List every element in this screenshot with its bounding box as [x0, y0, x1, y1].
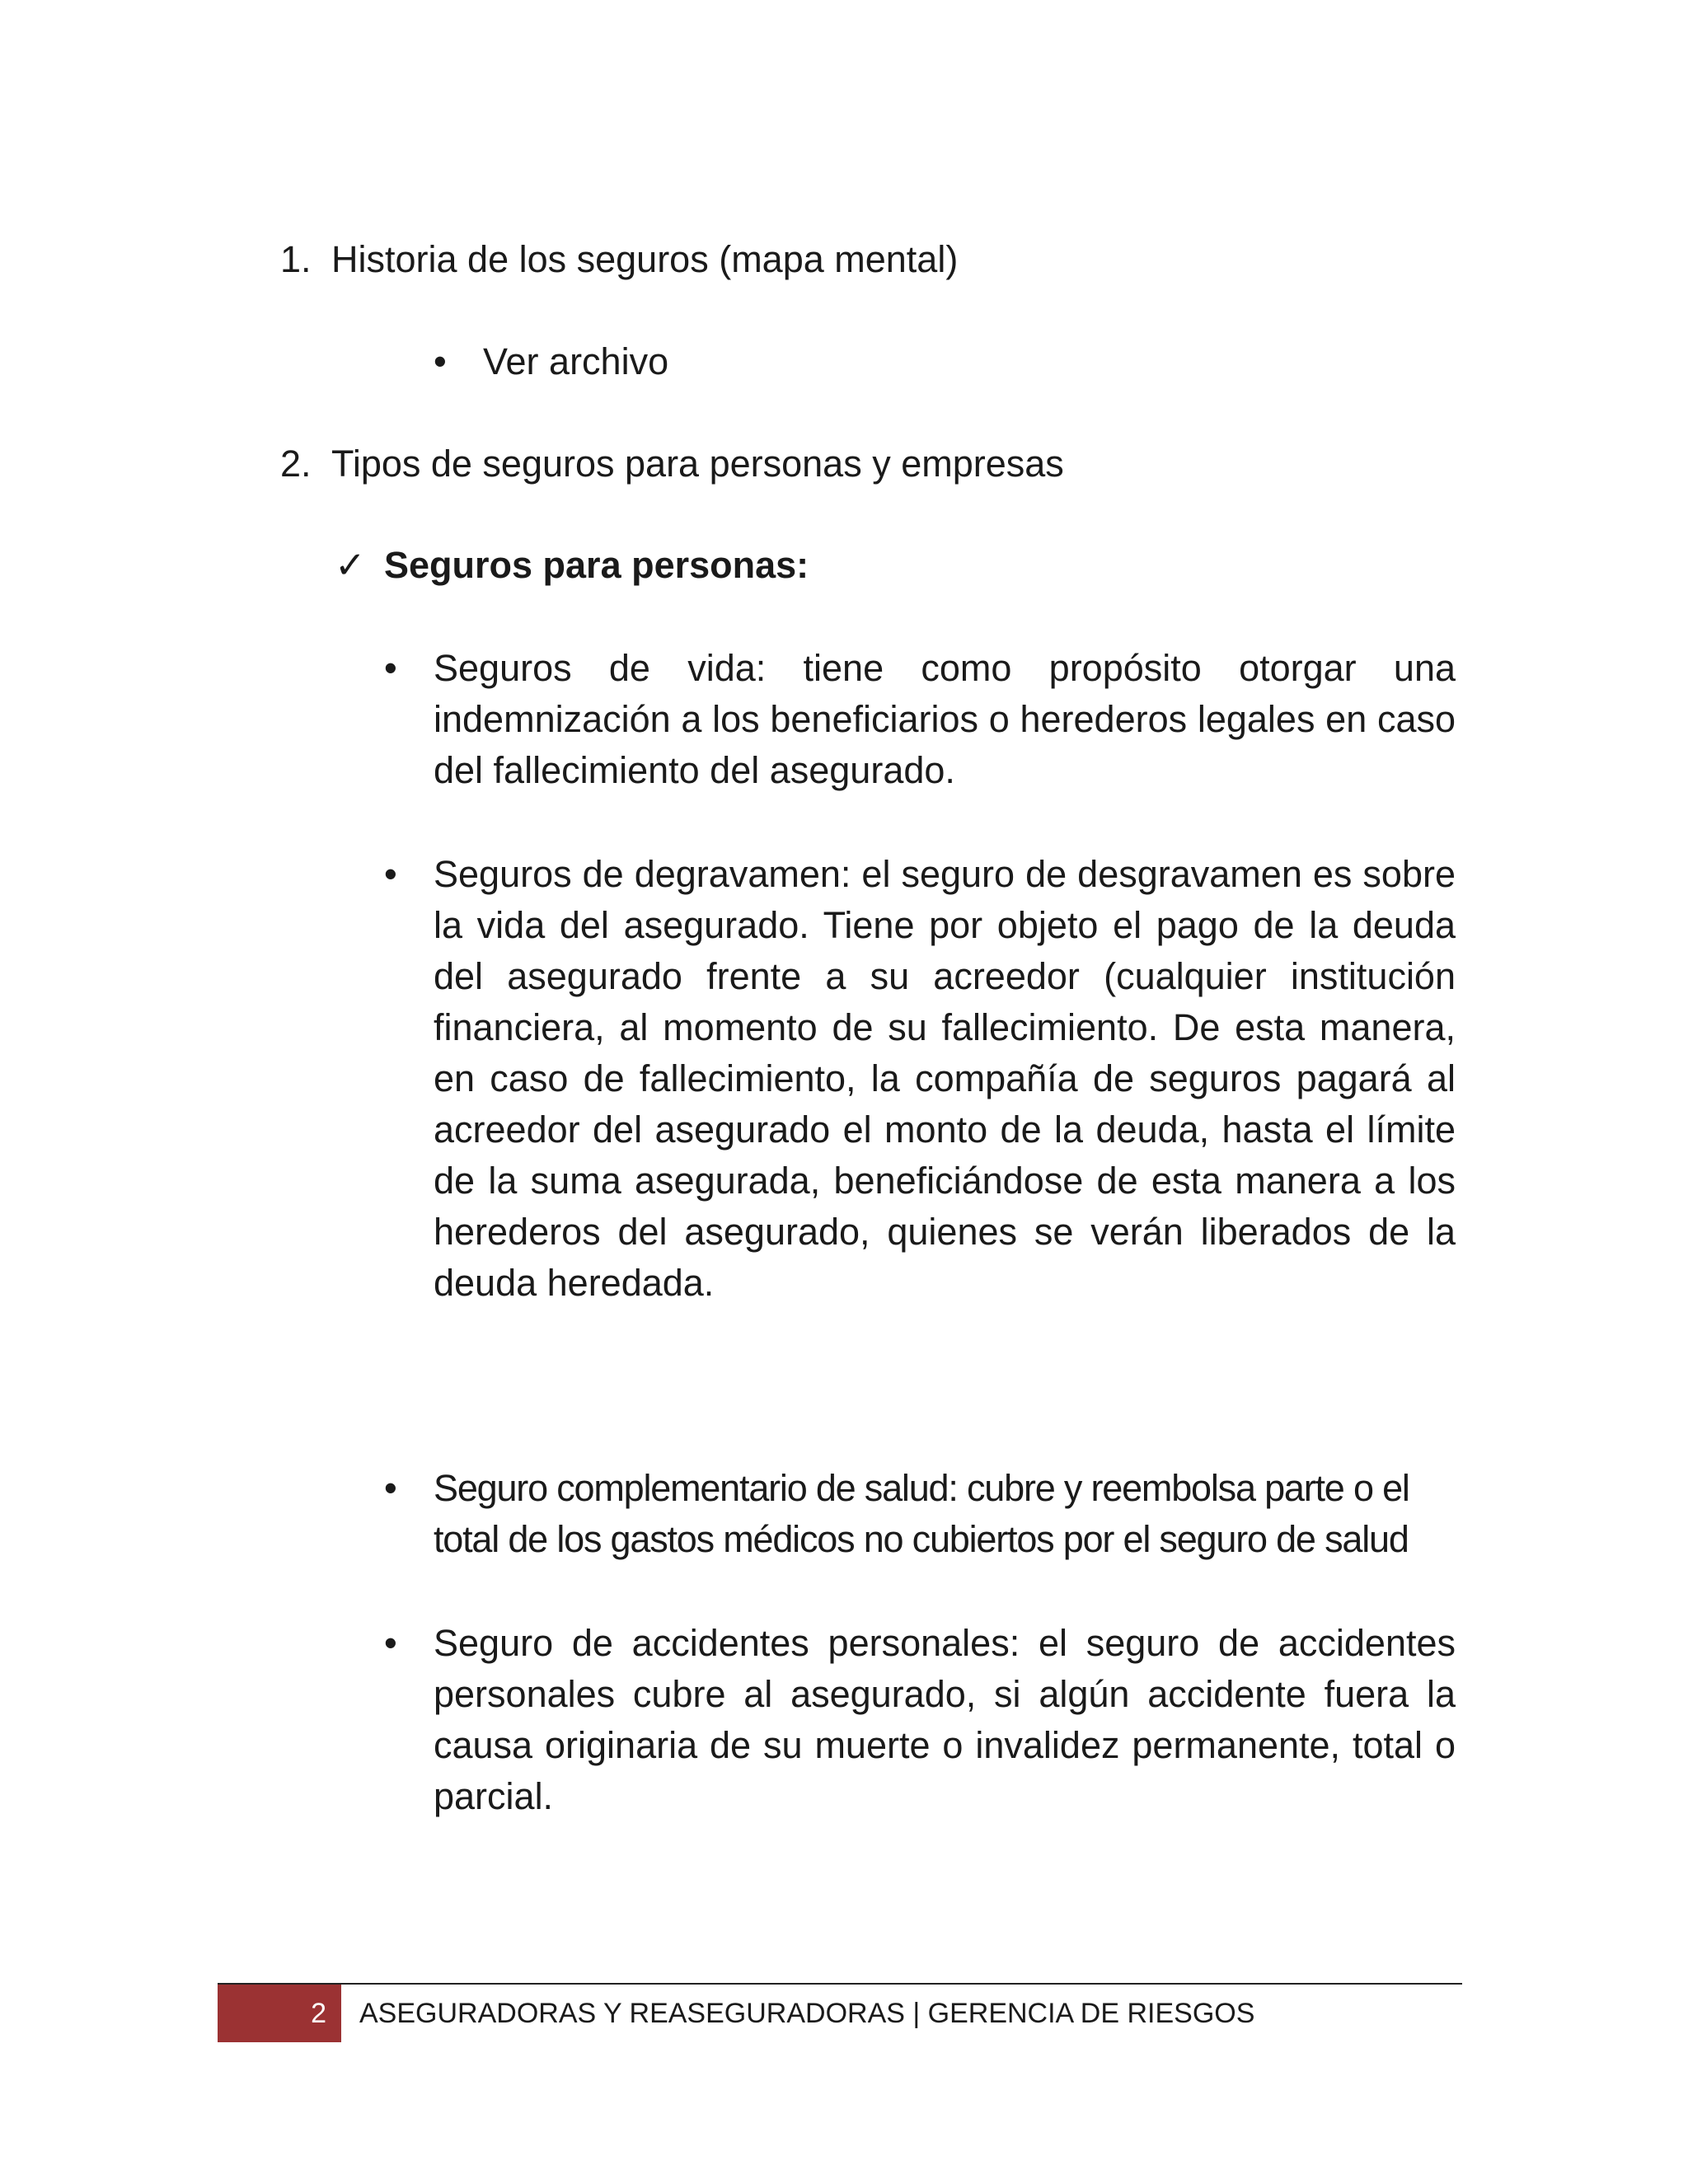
list-item-text: Tipos de seguros para personas y empresas — [331, 443, 1064, 485]
list-item — [384, 849, 1456, 1309]
bullet-icon: • — [434, 340, 447, 382]
bullet-icon: • — [384, 853, 397, 895]
list-number: 1. — [280, 238, 312, 280]
list-item-text: Historia de los seguros (mapa mental) — [331, 238, 959, 280]
bullet-text: Seguro complementario de salud: cubre y reembolsa parte o el total de los gastos médicos no cubiertos por el seguro de salud — [434, 1467, 1409, 1560]
list-item — [384, 643, 1456, 796]
sub-bullet-item — [434, 336, 668, 387]
list-item-1 — [280, 234, 958, 285]
section-heading-text: Seguros para personas: — [384, 544, 809, 586]
footer-title: ASEGURADORAS Y REASEGURADORAS | GERENCIA DE RIESGOS — [359, 1998, 1255, 2029]
list-item-2 — [280, 438, 1064, 490]
section-heading — [335, 540, 809, 591]
bullet-icon: • — [384, 1622, 397, 1664]
bullet-icon: • — [384, 1467, 397, 1509]
bullet-text: Seguro de accidentes personales: el seguro de accidentes personales cubre al asegurado, si algún accidente fuera la causa originaria de su muerte o invalidez permanente, total o parcial. — [434, 1622, 1456, 1817]
list-number: 2. — [280, 443, 312, 485]
sub-bullet-text: Ver archivo — [483, 340, 669, 382]
footer-page-number: 2 — [218, 1985, 341, 2042]
list-item — [384, 1618, 1456, 1822]
list-item — [384, 1463, 1456, 1565]
bullet-text: Seguros de vida: tiene como propósito otorgar una indemnización a los beneficiarios o herederos legales en caso del fallecimiento del asegurado. — [434, 647, 1456, 791]
bullet-icon: • — [384, 647, 397, 689]
bullet-text: Seguros de degravamen: el seguro de desgravamen es sobre la vida del asegurado. Tiene por objeto el pago de la deuda del asegurado frente a su acreedor (cualquier institución financiera, al momento de su fallecimiento. De esta manera, en caso de fallecimiento, la compañía de seguros pagará al acreedor del asegurado el monto de la deuda, hasta el límite de la suma asegurada, beneficiándose de esta manera a los herederos del asegurado, quienes se verán liberados de la deuda heredada. — [434, 853, 1456, 1304]
checkmark-icon: ✓ — [335, 544, 366, 586]
